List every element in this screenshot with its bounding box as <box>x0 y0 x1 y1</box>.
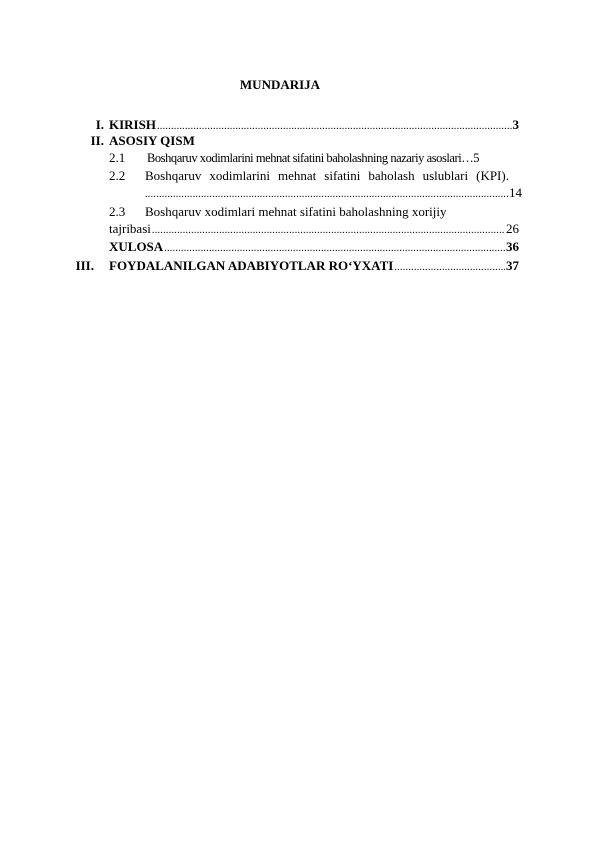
dot-leader <box>157 119 512 135</box>
toc-entry-label: Boshqaruv xodimlari mehnat sifatini baholashning xorijiy <box>145 204 447 219</box>
toc-entry-xulosa[interactable] <box>109 239 519 257</box>
toc-page-number: 37 <box>506 258 519 273</box>
toc-page-number: 26 <box>506 221 519 236</box>
section-number: 2.2 <box>109 168 126 183</box>
toc-page-number: 3 <box>512 117 519 132</box>
toc-entry-label: KIRISH <box>109 117 156 132</box>
toc-entry-label: Boshqaruv xodimlarini mehnat sifatini baholashning nazariy asoslari…5 <box>147 151 480 165</box>
toc-entry-adabiyotlar[interactable] <box>109 258 519 276</box>
roman-numeral-3: III. <box>75 258 94 273</box>
toc-entry-label: Boshqaruv xodimlarini mehnat sifatini baholash uslublari (KPI). <box>145 168 509 183</box>
toc-entry-label: XULOSA <box>109 239 164 254</box>
dot-leader <box>394 260 505 276</box>
toc-entry-label-continued: tajribasi <box>109 221 151 236</box>
toc-page-number: 14 <box>509 185 522 200</box>
toc-entry-2-2[interactable] <box>109 168 509 186</box>
toc-entry-label: ASOSIY QISM <box>109 133 195 148</box>
toc-entry-asosiy-qism[interactable] <box>109 133 195 151</box>
roman-numeral-2: II. <box>90 133 104 148</box>
toc-entry-label: FOYDALANILGAN ADABIYOTLAR RO‘YXATI <box>109 258 394 273</box>
roman-numeral-1: I. <box>95 117 104 132</box>
dot-leader <box>164 241 505 257</box>
toc-entry-2-3-continuation[interactable] <box>109 221 519 239</box>
section-number: 2.1 <box>109 150 126 165</box>
toc-page-number: 36 <box>506 239 519 254</box>
toc-entry-2-3[interactable] <box>109 204 446 222</box>
toc-entry-2-1[interactable] <box>109 150 523 168</box>
dot-leader <box>145 187 508 203</box>
section-number: 2.3 <box>109 204 126 219</box>
dot-leader <box>152 223 505 239</box>
page-title: MUNDARIJA <box>239 77 321 92</box>
toc-entry-2-2-continuation[interactable] <box>145 185 522 203</box>
